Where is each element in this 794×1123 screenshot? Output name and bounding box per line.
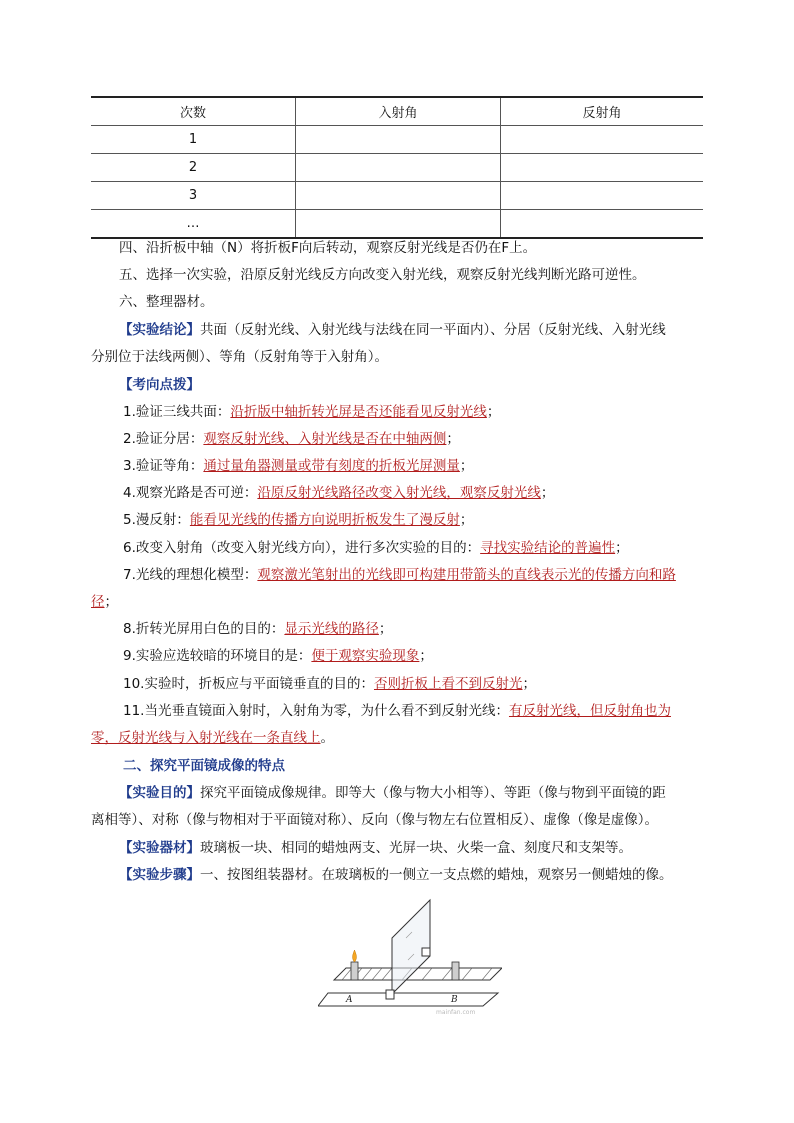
point-end: 。: [320, 730, 334, 746]
conclusion-line-1: [91, 320, 739, 340]
table-header: 入射角: [296, 97, 501, 126]
point-item: [91, 456, 743, 476]
steps-text: 一、按图组装器材。在玻璃板的一侧立一支点燃的蜡烛，观察另一侧蜡烛的像。: [200, 867, 673, 883]
equipment-line: [91, 838, 739, 858]
label-b: B: [451, 995, 458, 1005]
point-answer: 径: [91, 594, 105, 610]
point-answer: 观察反射光线、入射光线是否在中轴两侧: [203, 431, 447, 447]
table-cell: [501, 210, 704, 239]
point-end: ；: [522, 676, 536, 692]
table-cell: 2: [91, 154, 296, 182]
point-label: 11.当光垂直镜面入射时，入射角为零，为什么看不到反射光线：: [123, 703, 509, 719]
table-cell: [296, 182, 501, 210]
point-end: ；: [615, 540, 629, 556]
point-item: [91, 674, 743, 694]
point-answer: 显示光线的路径: [284, 621, 379, 637]
point-label: 3.验证等角：: [123, 458, 204, 474]
table-row: [91, 182, 703, 210]
point-item: [91, 538, 743, 558]
table-row: [91, 210, 703, 239]
candle-b: [452, 962, 459, 980]
point-item: [91, 402, 743, 422]
point-end: ；: [378, 621, 393, 637]
purpose-text: 探究平面镜成像规律。即等大（像与物大小相等）、等距（像与物到平面镜的距: [200, 785, 666, 801]
watermark: mainfan.com: [436, 1009, 476, 1016]
step-six: 六、整理器材。: [119, 294, 214, 310]
purpose-tag: 【实验目的】: [119, 785, 200, 801]
point-answer: 寻找实验结论的普遍性: [480, 540, 616, 556]
point-item: [91, 646, 743, 666]
lower-board: [318, 993, 498, 1006]
table-cell: [296, 154, 501, 182]
point-item: [91, 429, 743, 449]
point-end: ；: [446, 431, 460, 447]
point-answer: 沿折版中轴折转光屏是否还能看见反射光线: [230, 404, 487, 420]
clamp: [422, 948, 430, 956]
point-end: ；: [459, 512, 474, 528]
flame-icon: [353, 950, 357, 962]
table-cell: [501, 126, 704, 154]
point-item: [91, 565, 743, 585]
table-cell: 3: [91, 182, 296, 210]
point-end: ；: [540, 485, 555, 501]
point-answer: 否则折板上看不到反射光: [373, 676, 523, 692]
point-label: 6.改变入射角（改变入射光线方向），进行多次实验的目的：: [123, 540, 481, 556]
point-label: 2.验证分居：: [123, 431, 204, 447]
conclusion-tag: 【实验结论】: [119, 322, 200, 338]
upper-board: [334, 968, 502, 980]
section-heading: 二、探究平面镜成像的特点: [123, 758, 285, 774]
table-cell: [501, 182, 704, 210]
purpose-line-2: 离相等）、对称（像与物相对于平面镜对称）、反向（像与物左右位置相反）、虚像（像是虚像）。: [91, 812, 658, 828]
point-end: ；: [486, 404, 501, 420]
table-header: 反射角: [501, 97, 704, 126]
purpose-line-1: [91, 783, 739, 803]
step-five: 五、选择一次实验，沿原反射光线反方向改变入射光线，观察反射光线判断光路可逆性。: [119, 267, 646, 283]
clamp: [386, 990, 394, 999]
table-cell: 1: [91, 126, 296, 154]
equipment-tag: 【实验器材】: [119, 840, 200, 856]
point-item-continued: [91, 592, 711, 612]
point-label: 7.光线的理想化模型：: [123, 567, 258, 583]
table-row: [91, 126, 703, 154]
point-label: 1.验证三线共面：: [123, 404, 231, 420]
point-answer: 能看见光线的传播方向说明折板发生了漫反射: [189, 512, 460, 528]
table-row: [91, 154, 703, 182]
steps-line: [91, 865, 739, 885]
point-answer: 通过量角器测量或带有刻度的折板光屏测量: [203, 458, 460, 474]
step-four: 四、沿折板中轴（N）将折板F向后转动，观察反射光线是否仍在F上。: [119, 240, 537, 256]
point-answer: 观察激光笔射出的光线即可构建用带箭头的直线表示光的传播方向和路: [257, 567, 676, 583]
equipment-text: 玻璃板一块、相同的蜡烛两支、光屏一块、火柴一盒、刻度尺和支架等。: [200, 840, 632, 856]
table-header: 次数: [91, 97, 296, 126]
point-answer: 有反射光线，但反射角也为: [508, 703, 671, 719]
point-answer: 沿原反射光线路径改变入射光线，观察反射光线: [257, 485, 541, 501]
point-label: 4.观察光路是否可逆：: [123, 485, 258, 501]
point-answer: 零，反射光线与入射光线在一条直线上: [91, 730, 321, 746]
table-header-row: [91, 97, 703, 126]
table-cell: [296, 126, 501, 154]
board-hatching: [342, 968, 492, 980]
conclusion-text: 共面（反射光线、入射光线与法线在同一平面内）、分居（反射光线、入射光线: [200, 322, 666, 338]
data-table: [91, 96, 703, 239]
point-item: [91, 701, 743, 721]
candle-a: [351, 962, 358, 980]
mirror-experiment-figure: [318, 898, 502, 1018]
point-end: ；: [104, 594, 118, 610]
points-tag: 【考向点拨】: [119, 377, 200, 393]
point-end: ；: [459, 458, 474, 474]
point-item-continued: [91, 728, 711, 748]
point-answer: 便于观察实验现象: [311, 648, 420, 664]
point-label: 5.漫反射：: [123, 512, 190, 528]
steps-tag: 【实验步骤】: [119, 867, 200, 883]
point-item: [91, 510, 743, 530]
point-label: 10.实验时，折板应与平面镜垂直的目的：: [123, 676, 374, 692]
table-cell: …: [91, 210, 296, 239]
point-label: 8.折转光屏用白色的目的：: [123, 621, 285, 637]
point-item: [91, 619, 743, 639]
conclusion-line-2: 分别位于法线两侧）、等角（反射角等于入射角）。: [91, 349, 388, 365]
point-end: ；: [419, 648, 433, 664]
points-heading: [91, 375, 739, 395]
table-cell: [501, 154, 704, 182]
point-item: [91, 483, 743, 503]
point-label: 9.实验应选较暗的环境目的是：: [123, 648, 312, 664]
table-cell: [296, 210, 501, 239]
label-a: A: [346, 995, 353, 1005]
